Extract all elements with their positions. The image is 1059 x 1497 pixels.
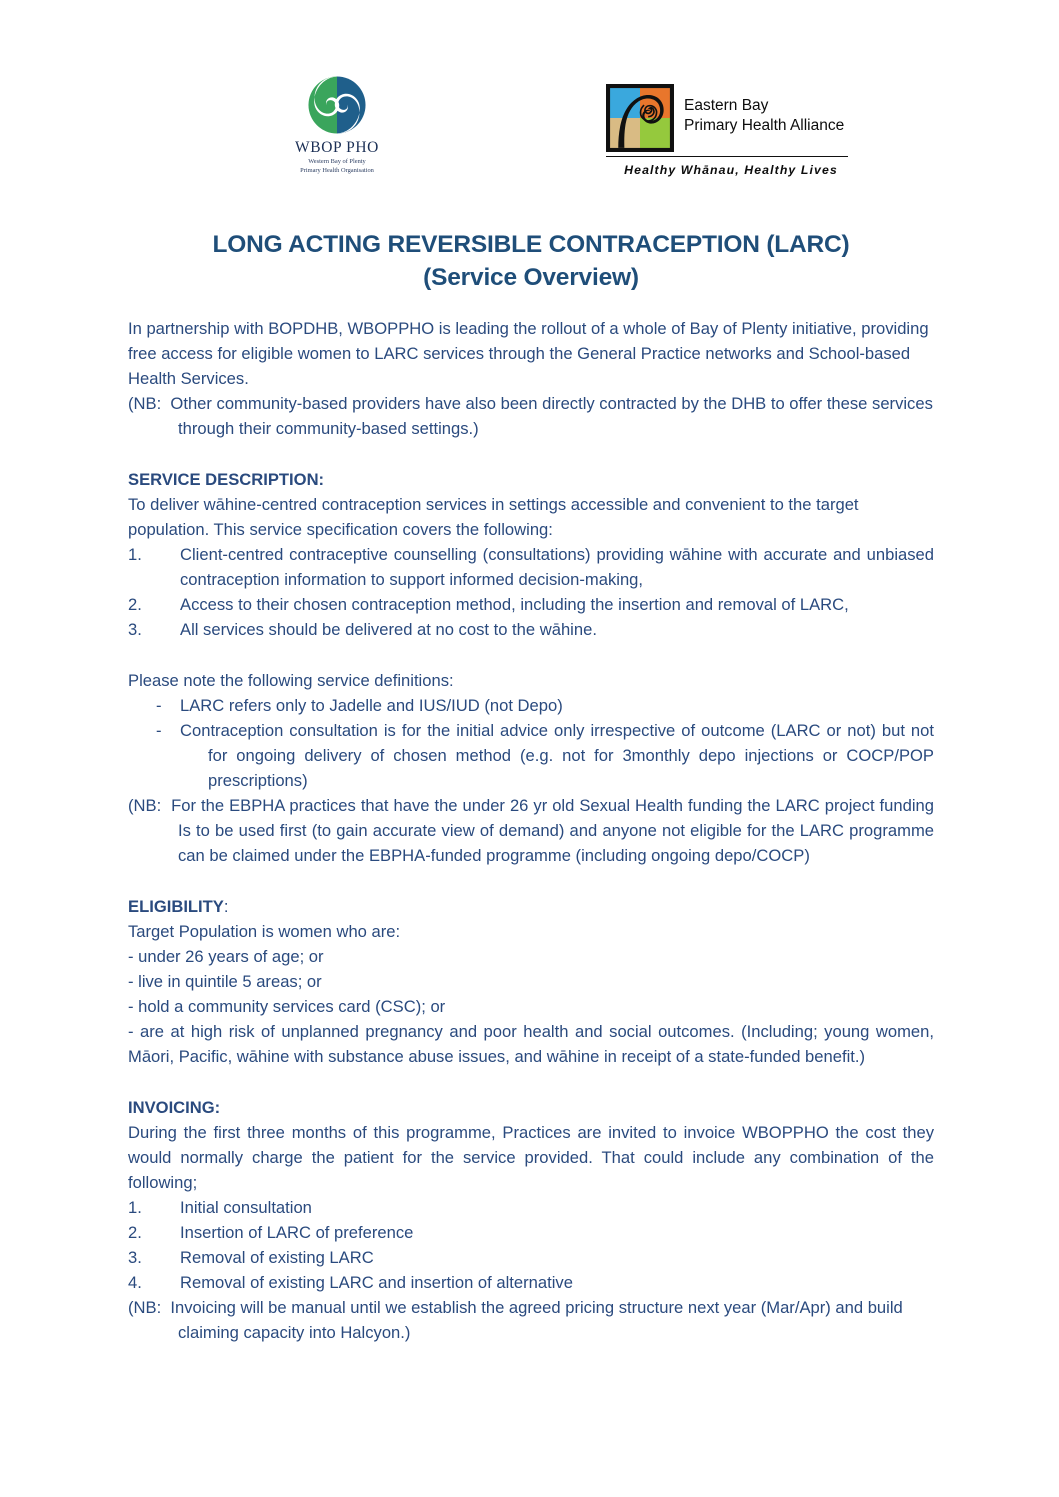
- list-number: 2.: [128, 595, 142, 614]
- service-description-lead: To deliver wāhine-centred contraception services in settings accessible and convenient to the target population. This service specification covers the following:: [128, 495, 859, 539]
- list-text: Contraception consultation is for the initial advice only irrespective of outcome (LARC or not) but not for ongoing delivery of chosen method (e.g. not for 3monthly depo injections or COCP/POP prescriptions): [180, 721, 934, 790]
- intro-nb-label: (NB:: [128, 394, 162, 413]
- wbop-logo-subline-1: Western Bay of Plenty: [308, 158, 366, 166]
- spacer: [128, 868, 934, 894]
- list-text: Insertion of LARC of preference: [180, 1223, 414, 1242]
- list-text: All services should be delivered at no cost to the wāhine.: [180, 620, 597, 639]
- service-description-nb-note: [128, 793, 934, 868]
- eligibility-heading-colon: :: [223, 897, 229, 916]
- wbop-logo-subline-2: Primary Health Organisation: [300, 166, 374, 174]
- definition-item-2: [128, 718, 934, 793]
- nb-text: Invoicing will be manual until we establish the agreed pricing structure next year (Mar/Apr) and build claiming capacity into Halcyon.): [170, 1298, 903, 1342]
- intro-nb-note: [128, 391, 934, 441]
- document-body: [128, 228, 934, 1345]
- list-dash: -: [156, 721, 162, 740]
- definitions-lead: Please note the following service definitions:: [128, 671, 454, 690]
- page-title-line-1: LONG ACTING REVERSIBLE CONTRACEPTION (LARC): [212, 231, 850, 258]
- ebpha-logo-line-2: Primary Health Alliance: [684, 116, 845, 134]
- intro-paragraph: In partnership with BOPDHB, WBOPPHO is leading the rollout of a whole of Bay of Plenty initiative, providing free access for eligible women to LARC services through the General Practice networks and School-based Health Services.: [128, 319, 929, 388]
- koru-circle-logo-icon: [304, 74, 370, 136]
- nb-label: (NB:: [128, 1298, 162, 1317]
- spacer: [128, 1069, 934, 1095]
- spacer: [128, 642, 934, 668]
- ebpha-logo-wordmark: [684, 84, 844, 135]
- page-title: [128, 228, 934, 294]
- intro-nb-text: Other community-based providers have also been directly contracted by the DHB to offer these services through their community-based settings.): [170, 394, 933, 438]
- invoicing-item-3: [128, 1245, 934, 1270]
- eligibility-lead: Target Population is women who are:: [128, 922, 401, 941]
- ebpha-logo-tagline: Healthy Whānau, Healthy Lives: [624, 163, 838, 178]
- section-heading-service-description: SERVICE DESCRIPTION:: [128, 470, 325, 489]
- page-title-line-2: (Service Overview): [423, 264, 639, 291]
- spacer: [128, 441, 934, 467]
- invoicing-item-1: [128, 1195, 934, 1220]
- eligibility-criterion-2: - live in quintile 5 areas; or: [128, 972, 322, 991]
- section-heading-invoicing: INVOICING:: [128, 1098, 221, 1117]
- ebpha-logo-line-1: Eastern Bay: [684, 97, 769, 114]
- list-text: LARC refers only to Jadelle and IUS/IUD (not Depo): [180, 696, 563, 715]
- spacer: [128, 294, 934, 316]
- ebpha-logo-divider: [606, 156, 848, 157]
- koru-square-logo-icon: [606, 84, 674, 152]
- list-text: Access to their chosen contraception method, including the insertion and removal of LARC,: [180, 595, 849, 614]
- invoicing-lead: During the first three months of this programme, Practices are invited to invoice WBOPPHO the cost they would normally charge the patient for the service provided. That could include any combination of the following;: [128, 1123, 934, 1192]
- eligibility-heading-text: ELIGIBILITY: [128, 897, 224, 916]
- logo-header: [0, 68, 1059, 188]
- eligibility-criterion-4: - are at high risk of unplanned pregnancy and poor health and social outcomes. (Including; young women, Māori, Pacific, wāhine with substance abuse issues, and wāhine in receipt of a state-funded benefit.): [128, 1022, 934, 1066]
- list-number: 1.: [128, 1198, 142, 1217]
- list-number: 1.: [128, 545, 142, 564]
- wbop-logo-name: WBOP PHO: [295, 139, 379, 156]
- list-number: 4.: [128, 1273, 142, 1292]
- service-description-item-2: [128, 592, 934, 617]
- list-dash: -: [156, 696, 162, 715]
- nb-label: (NB:: [128, 796, 162, 815]
- list-text: Removal of existing LARC: [180, 1248, 374, 1267]
- eligibility-criterion-3: - hold a community services card (CSC); or: [128, 997, 446, 1016]
- invoicing-item-4: [128, 1270, 934, 1295]
- list-text: Client-centred contraceptive counselling (consultations) providing wāhine with accurate and unbiased contraception information to support informed decision-making,: [180, 545, 934, 589]
- service-description-item-3: [128, 617, 934, 642]
- invoicing-item-2: [128, 1220, 934, 1245]
- list-text: Removal of existing LARC and insertion of alternative: [180, 1273, 573, 1292]
- list-number: 2.: [128, 1223, 142, 1242]
- definition-item-1: [128, 693, 934, 718]
- invoicing-nb-note: [128, 1295, 934, 1345]
- list-text: Initial consultation: [180, 1198, 312, 1217]
- ebpha-logo: [606, 84, 856, 177]
- list-number: 3.: [128, 1248, 142, 1267]
- ebpha-logo-top: [606, 84, 856, 152]
- service-description-item-1: [128, 542, 934, 592]
- eligibility-criterion-1: - under 26 years of age; or: [128, 947, 324, 966]
- section-heading-eligibility: [128, 894, 934, 919]
- wbop-pho-logo: [272, 74, 402, 176]
- nb-text: For the EBPHA practices that have the under 26 yr old Sexual Health funding the LARC project funding Is to be used first (to gain accurate view of demand) and anyone not eligible for the LARC programme can be claimed under the EBPHA-funded programme (including ongoing depo/COCP): [171, 796, 934, 865]
- list-number: 3.: [128, 620, 142, 639]
